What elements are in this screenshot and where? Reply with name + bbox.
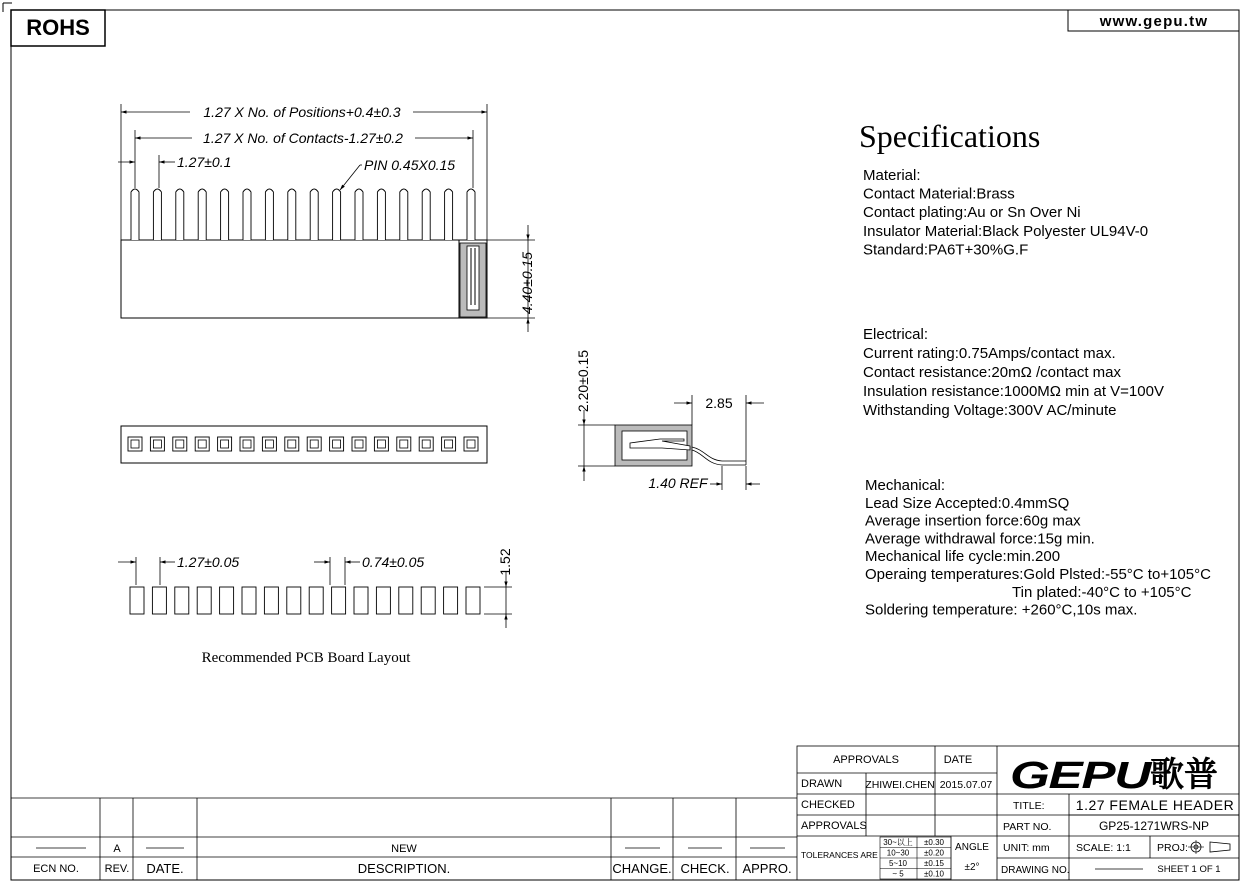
spec-line: Electrical:	[863, 326, 929, 343]
dim-side-ref-label: 1.40 REF	[648, 475, 708, 491]
pin-note-label: PIN 0.45X0.15	[364, 157, 456, 173]
pin	[288, 189, 296, 240]
tol-value-3: ±0.15	[924, 859, 944, 868]
rohs-label: ROHS	[26, 15, 90, 40]
date-header: DATE	[943, 754, 973, 766]
sheet-label: SHEET 1 OF 1	[1157, 864, 1221, 875]
header-ecn: ECN NO.	[33, 863, 79, 875]
part-value: GP25-1271WRS-NP	[1098, 819, 1210, 833]
drawn-date: 2015.07.07	[939, 779, 993, 791]
pad-row	[130, 587, 480, 614]
front-view	[118, 104, 535, 332]
dim-positions-label: 1.27 X No. of Positions+0.4±0.3	[203, 104, 401, 120]
pcb-pad	[197, 587, 211, 614]
socket-hole	[330, 437, 344, 451]
dim-contacts-label: 1.27 X No. of Contacts-1.27±0.2	[203, 130, 403, 146]
revision-table	[11, 798, 797, 880]
pin	[333, 189, 341, 240]
socket-hole	[285, 437, 299, 451]
specs-title: Specifications	[859, 118, 1041, 154]
spec-line: Current rating:0.75Amps/contact max.	[863, 345, 1116, 362]
socket-hole	[173, 437, 187, 451]
socket-hole	[464, 437, 478, 451]
pin	[355, 189, 363, 240]
dim-pcb-pitch-label: 1.27±0.05	[177, 554, 240, 570]
description-value: NEW	[391, 843, 417, 855]
connector-body	[121, 240, 487, 318]
pcb-pad	[332, 587, 346, 614]
pcb-pad	[175, 587, 189, 614]
header-rev: REV.	[104, 863, 130, 875]
pin	[400, 189, 408, 240]
pin	[310, 189, 318, 240]
checked-label: CHECKED	[801, 799, 855, 811]
approvals-header: APPROVALS	[833, 754, 899, 766]
side-view	[575, 350, 764, 491]
pcb-pad	[242, 587, 256, 614]
pcb-pad	[152, 587, 166, 614]
dim-pad-width-label: 0.74±0.05	[362, 554, 425, 570]
proj-label: PROJ:	[1157, 842, 1188, 854]
tol-value-1: ±0.30	[924, 838, 944, 847]
socket-hole	[442, 437, 456, 451]
spec-line: Contact plating:Au or Sn Over Ni	[863, 204, 1081, 222]
tol-range-3: 5~10	[888, 859, 908, 868]
section-detail	[459, 240, 486, 318]
pcb-pad	[376, 587, 390, 614]
pin	[243, 189, 251, 240]
spec-line: Mechanical life cycle:min.200	[865, 548, 1061, 566]
top-view	[121, 426, 487, 463]
pin	[221, 189, 229, 240]
dim-pitch-label: 1.27±0.1	[177, 154, 232, 170]
tol-value-4: ±0.10	[924, 869, 944, 879]
pcb-pad	[309, 587, 323, 614]
socket-hole	[374, 437, 388, 451]
drawn-by: ZHIWEI.CHEN	[865, 779, 935, 791]
spec-line: Withstanding Voltage:300V AC/minute	[863, 402, 1117, 419]
pin	[198, 189, 206, 240]
header-date: DATE.	[146, 861, 184, 876]
socket-hole	[307, 437, 321, 451]
dim-side-width-label: 2.85	[705, 395, 733, 411]
header-appro: APPRO.	[742, 861, 792, 876]
dim-pad-length-label: 1.52	[497, 548, 513, 576]
pcb-pad	[444, 587, 458, 614]
gepu-logo	[1010, 755, 1218, 797]
website-box	[1068, 10, 1239, 31]
pin	[377, 189, 385, 240]
pcb-pad	[354, 587, 368, 614]
angle-label: ANGLE	[955, 842, 989, 853]
projection-symbol-icon	[1188, 840, 1230, 854]
socket-hole	[128, 437, 142, 451]
spec-line: Insulation resistance:1000MΩ min at V=100V	[863, 383, 1164, 400]
spec-line: Standard:PA6T+30%G.F	[863, 241, 1029, 259]
tol-range-1: 30~以上	[883, 838, 913, 847]
header-check: CHECK.	[680, 861, 730, 876]
part-label: PART NO.	[1003, 821, 1052, 833]
socket-row	[128, 437, 478, 451]
spec-line: Contact resistance:20mΩ /contact max	[863, 364, 1121, 381]
website-label: www.gepu.tw	[1099, 13, 1209, 30]
angle-value: ±2°	[964, 862, 980, 873]
specifications	[859, 118, 1211, 619]
header-change: CHANGE.	[612, 861, 672, 876]
pin	[467, 189, 475, 240]
spec-material-block	[863, 167, 1148, 258]
tol-value-2: ±0.20	[924, 848, 944, 858]
pcb-pad	[399, 587, 413, 614]
socket-hole	[419, 437, 433, 451]
title-label: TITLE:	[1013, 800, 1045, 812]
revision-value: A	[113, 843, 121, 855]
spec-line: Mechanical:	[865, 477, 946, 494]
unit-label: UNIT: mm	[1003, 842, 1050, 854]
spec-mechanical-block	[865, 477, 1211, 619]
title-block	[797, 746, 1239, 880]
rohs-badge	[11, 10, 105, 46]
socket-hole	[262, 437, 276, 451]
scale-label: SCALE: 1:1	[1076, 842, 1131, 854]
pin	[176, 189, 184, 240]
pin	[265, 189, 273, 240]
tol-range-4: ~ 5	[892, 869, 904, 879]
header-description: DESCRIPTION.	[357, 861, 451, 876]
pin	[445, 189, 453, 240]
tol-range-2: 10~30	[886, 848, 910, 858]
spec-line: Material:	[863, 167, 921, 184]
spec-line: Contact Material:Brass	[863, 185, 1015, 203]
pcb-pad	[421, 587, 435, 614]
socket-hole	[195, 437, 209, 451]
pin-row	[131, 189, 475, 240]
pcb-pad	[466, 587, 480, 614]
approvals-label: APPROVALS	[801, 820, 867, 832]
socket-hole	[352, 437, 366, 451]
spec-line: Insulator Material:Black Polyester UL94V-0	[863, 222, 1149, 240]
spec-line: Tin plated:-40°C to +105°C	[1012, 583, 1192, 601]
pin	[422, 189, 430, 240]
socket-hole	[397, 437, 411, 451]
pcb-layout	[118, 548, 513, 666]
dim-side-height-label: 2.20±0.15	[575, 349, 591, 413]
spec-electrical-block	[863, 326, 1164, 419]
logo-cn-text: 歌普	[1150, 756, 1218, 794]
title-value: 1.27 FEMALE HEADER	[1075, 797, 1235, 813]
drawing-no-label: DRAWING NO.	[1001, 865, 1070, 876]
pcb-pad	[287, 587, 301, 614]
dim-height-label: 4.40±0.15	[519, 251, 535, 315]
tolerances-label: TOLERANCES ARE	[801, 850, 878, 860]
spec-line: Average withdrawal force:15g min.	[865, 530, 1095, 548]
pin	[153, 189, 161, 240]
socket-hole	[150, 437, 164, 451]
socket-hole	[240, 437, 254, 451]
socket-hole	[218, 437, 232, 451]
pcb-pad	[130, 587, 144, 614]
pin	[131, 189, 139, 240]
spec-line: Operaing temperatures:Gold Plsted:-55°C to+105°C	[865, 566, 1211, 583]
pcb-pad	[220, 587, 234, 614]
logo-text: GEPU	[1010, 755, 1154, 797]
pcb-pad	[264, 587, 278, 614]
pcb-caption: Recommended PCB Board Layout	[201, 650, 411, 666]
drawn-label: DRAWN	[801, 778, 843, 790]
spec-line: Lead Size Accepted:0.4mmSQ	[865, 494, 1070, 512]
spec-line: Average insertion force:60g max	[865, 512, 1081, 530]
spec-line: Soldering temperature: +260°C,10s max.	[865, 601, 1138, 619]
